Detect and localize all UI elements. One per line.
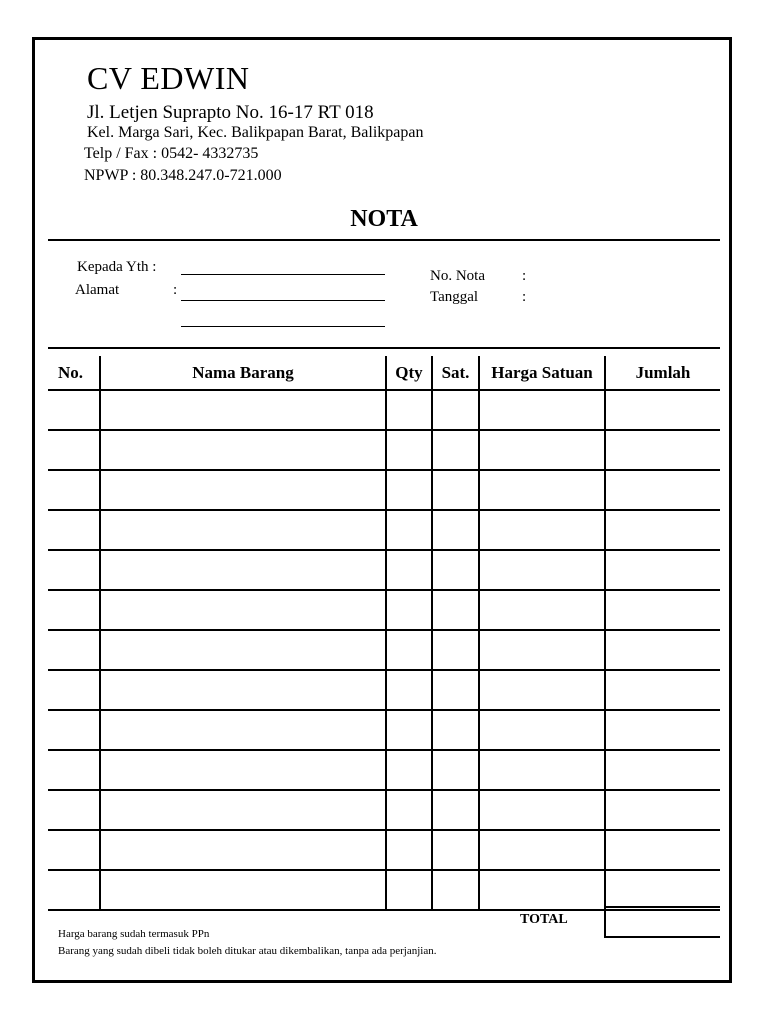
note-no-returns: Barang yang sudah dibeli tidak boleh ditukar atau dikembalikan, tanpa ada perjanjian. [58, 945, 437, 957]
cell-no[interactable] [48, 830, 100, 870]
cell-unit-price[interactable] [479, 550, 605, 590]
cell-item-name[interactable] [100, 550, 386, 590]
cell-item-name[interactable] [100, 790, 386, 830]
cell-amount[interactable] [605, 790, 720, 830]
cell-item-name[interactable] [100, 590, 386, 630]
cell-no[interactable] [48, 630, 100, 670]
cell-qty[interactable] [386, 750, 432, 790]
cell-qty[interactable] [386, 550, 432, 590]
table-row [48, 510, 720, 550]
cell-qty[interactable] [386, 470, 432, 510]
col-header-unit-price: Harga Satuan [479, 356, 605, 390]
cell-no[interactable] [48, 550, 100, 590]
cell-unit[interactable] [432, 590, 479, 630]
cell-item-name[interactable] [100, 470, 386, 510]
cell-item-name[interactable] [100, 870, 386, 910]
recipient-label: Kepada Yth : [77, 259, 157, 275]
cell-unit[interactable] [432, 830, 479, 870]
cell-qty[interactable] [386, 590, 432, 630]
cell-item-name[interactable] [100, 510, 386, 550]
cell-no[interactable] [48, 470, 100, 510]
cell-item-name[interactable] [100, 670, 386, 710]
cell-unit[interactable] [432, 470, 479, 510]
cell-no[interactable] [48, 510, 100, 550]
cell-item-name[interactable] [100, 710, 386, 750]
cell-qty[interactable] [386, 510, 432, 550]
table-row [48, 830, 720, 870]
table-header-row [48, 356, 720, 390]
table-row [48, 710, 720, 750]
cell-item-name[interactable] [100, 630, 386, 670]
cell-unit[interactable] [432, 630, 479, 670]
cell-unit[interactable] [432, 790, 479, 830]
table-row [48, 430, 720, 470]
cell-no[interactable] [48, 670, 100, 710]
table-row [48, 390, 720, 430]
note-tax-included: Harga barang sudah termasuk PPn [58, 928, 210, 940]
cell-amount[interactable] [605, 390, 720, 430]
cell-qty[interactable] [386, 390, 432, 430]
table-row [48, 590, 720, 630]
cell-no[interactable] [48, 750, 100, 790]
cell-unit-price[interactable] [479, 470, 605, 510]
cell-unit[interactable] [432, 870, 479, 910]
cell-unit[interactable] [432, 550, 479, 590]
cell-amount[interactable] [605, 430, 720, 470]
cell-item-name[interactable] [100, 750, 386, 790]
cell-unit-price[interactable] [479, 590, 605, 630]
cell-unit[interactable] [432, 510, 479, 550]
address-colon: : [173, 282, 178, 298]
cell-qty[interactable] [386, 630, 432, 670]
phone-fax: Telp / Fax : 0542- 4332735 [84, 145, 259, 162]
table-row [48, 470, 720, 510]
cell-unit[interactable] [432, 430, 479, 470]
cell-unit-price[interactable] [479, 510, 605, 550]
cell-unit[interactable] [432, 670, 479, 710]
col-header-qty: Qty [386, 356, 432, 390]
table-row [48, 870, 720, 910]
cell-unit-price[interactable] [479, 790, 605, 830]
cell-no[interactable] [48, 390, 100, 430]
address-field-2[interactable] [181, 326, 385, 327]
table-row [48, 670, 720, 710]
cell-no[interactable] [48, 710, 100, 750]
col-header-amount: Jumlah [605, 356, 720, 390]
cell-no[interactable] [48, 870, 100, 910]
company-name: CV EDWIN [87, 60, 250, 96]
address-label: Alamat [75, 282, 120, 298]
cell-unit-price[interactable] [479, 670, 605, 710]
address-line-2: Kel. Marga Sari, Kec. Balikpapan Barat, Balikpapan [87, 124, 424, 141]
cell-qty[interactable] [386, 670, 432, 710]
cell-amount[interactable] [605, 550, 720, 590]
title-divider [48, 239, 720, 241]
cell-amount[interactable] [605, 670, 720, 710]
cell-qty[interactable] [386, 430, 432, 470]
date-colon: : [522, 289, 527, 305]
table-row [48, 550, 720, 590]
cell-unit-price[interactable] [479, 430, 605, 470]
cell-no[interactable] [48, 790, 100, 830]
cell-unit[interactable] [432, 710, 479, 750]
table-top-divider [48, 347, 720, 349]
col-header-unit: Sat. [432, 356, 479, 390]
cell-unit-price[interactable] [479, 830, 605, 870]
date-label: Tanggal [430, 289, 479, 305]
cell-amount[interactable] [605, 710, 720, 750]
cell-item-name[interactable] [100, 830, 386, 870]
table-row [48, 750, 720, 790]
cell-qty[interactable] [386, 710, 432, 750]
cell-qty[interactable] [386, 870, 432, 910]
cell-amount[interactable] [605, 750, 720, 790]
cell-unit-price[interactable] [479, 870, 605, 910]
cell-amount[interactable] [605, 630, 720, 670]
cell-qty[interactable] [386, 790, 432, 830]
col-header-item-name: Nama Barang [100, 356, 386, 390]
cell-qty[interactable] [386, 830, 432, 870]
col-header-no: No. [48, 356, 100, 390]
total-label: TOTAL [520, 912, 568, 927]
document-title: NOTA [350, 206, 418, 232]
cell-amount[interactable] [605, 830, 720, 870]
nota-number-label: No. Nota [430, 268, 485, 284]
cell-no[interactable] [48, 430, 100, 470]
cell-item-name[interactable] [100, 390, 386, 430]
cell-amount[interactable] [605, 510, 720, 550]
cell-unit-price[interactable] [479, 390, 605, 430]
cell-unit-price[interactable] [479, 750, 605, 790]
cell-unit[interactable] [432, 390, 479, 430]
table-row [48, 630, 720, 670]
recipient-name-field[interactable] [181, 274, 385, 275]
total-amount-field[interactable] [604, 906, 720, 938]
address-field-1[interactable] [181, 300, 385, 301]
cell-amount[interactable] [605, 590, 720, 630]
table-row [48, 790, 720, 830]
cell-item-name[interactable] [100, 430, 386, 470]
cell-amount[interactable] [605, 470, 720, 510]
cell-no[interactable] [48, 590, 100, 630]
cell-unit-price[interactable] [479, 710, 605, 750]
cell-amount[interactable] [605, 870, 720, 910]
nota-number-colon: : [522, 268, 527, 284]
cell-unit[interactable] [432, 750, 479, 790]
address-line-1: Jl. Letjen Suprapto No. 16-17 RT 018 [87, 102, 374, 123]
items-table [48, 356, 720, 911]
npwp: NPWP : 80.348.247.0-721.000 [84, 167, 282, 184]
cell-unit-price[interactable] [479, 630, 605, 670]
